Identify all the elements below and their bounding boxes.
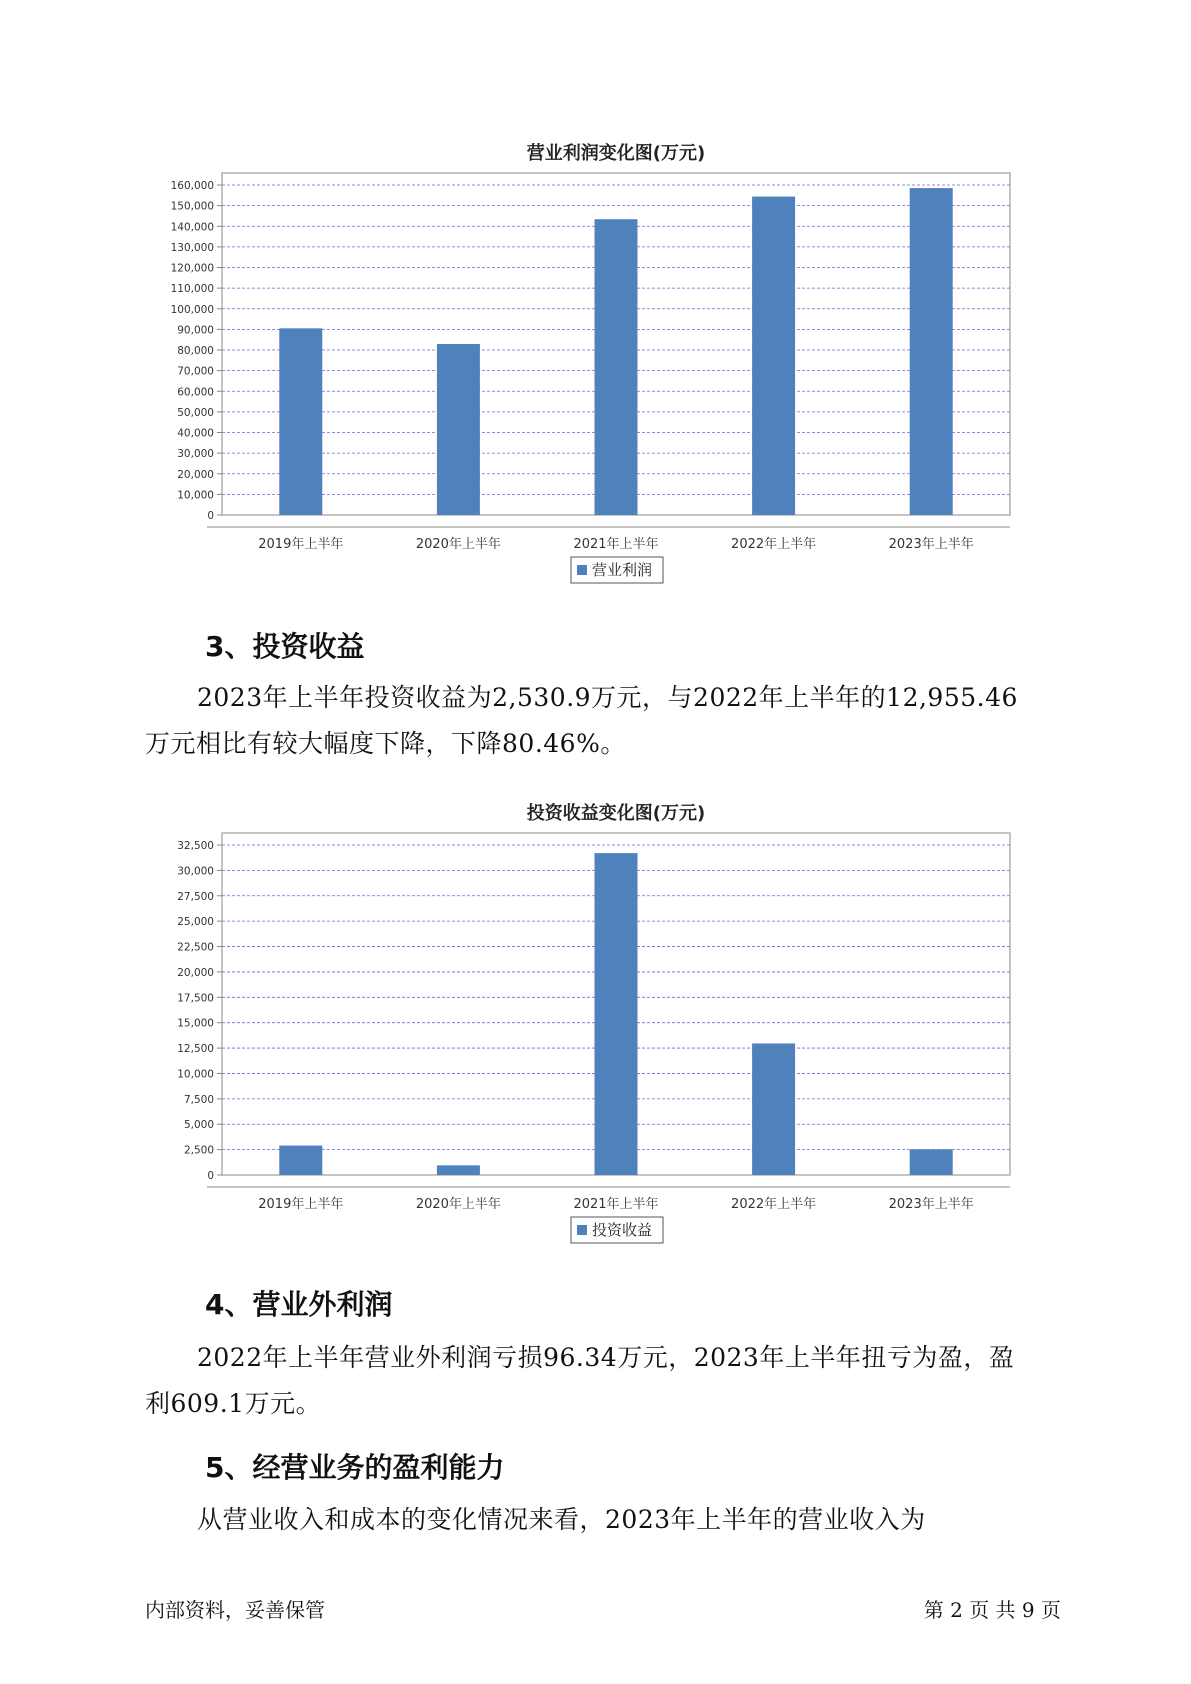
non-operating-line-1: 2022年上半年营业外利润亏损96.34万元，2023年上半年扭亏为盈，盈 xyxy=(197,1343,1015,1372)
y-tick-label: 12,500 xyxy=(177,1043,214,1056)
footer-page-number: 第 2 页 共 9 页 xyxy=(923,1598,1061,1622)
chart-title: 投资收益变化图(万元) xyxy=(526,803,706,824)
footer-confidential-note: 内部资料，妥善保管 xyxy=(145,1598,325,1622)
x-tick-label: 2020年上半年 xyxy=(415,1197,501,1212)
bar-2019年上半年 xyxy=(279,328,322,515)
y-tick-label: 27,500 xyxy=(177,890,214,903)
y-tick-label: 90,000 xyxy=(177,324,214,337)
x-tick-label: 2022年上半年 xyxy=(731,537,817,552)
legend-label: 营业利润 xyxy=(592,561,653,579)
investment-income-chart-svg xyxy=(0,790,1191,1250)
chart-title: 营业利润变化图(万元) xyxy=(526,143,706,164)
x-tick-label: 2019年上半年 xyxy=(258,1197,344,1212)
investment-paragraph xyxy=(145,675,1065,767)
y-tick-label: 2,500 xyxy=(183,1144,214,1157)
bar-2022年上半年 xyxy=(752,1043,795,1175)
bar-2022年上半年 xyxy=(752,197,795,515)
y-tick-label: 10,000 xyxy=(177,489,214,502)
investment-line-2: 万元相比有较大幅度下降，下降80.46%。 xyxy=(145,729,626,758)
investment-income-chart xyxy=(0,790,1191,1250)
bar-2019年上半年 xyxy=(279,1146,322,1175)
y-tick-label: 30,000 xyxy=(177,448,214,461)
profitability-heading: 5、经营业务的盈利能力 xyxy=(205,1451,505,1484)
legend-swatch xyxy=(577,565,587,575)
non-operating-heading: 4、营业外利润 xyxy=(205,1288,393,1321)
legend-swatch xyxy=(577,1225,587,1235)
profitability-paragraph xyxy=(145,1497,1065,1543)
y-tick-label: 20,000 xyxy=(177,468,214,481)
x-tick-label: 2021年上半年 xyxy=(573,1197,659,1212)
y-tick-label: 130,000 xyxy=(170,241,214,254)
operating-profit-chart-svg xyxy=(0,130,1191,590)
y-tick-label: 40,000 xyxy=(177,427,214,440)
y-tick-label: 25,000 xyxy=(177,916,214,929)
y-tick-label: 32,500 xyxy=(177,840,214,852)
y-tick-label: 150,000 xyxy=(170,200,214,213)
investment-heading: 3、投资收益 xyxy=(205,630,365,663)
y-tick-label: 22,500 xyxy=(177,941,214,954)
y-tick-label: 7,500 xyxy=(183,1093,214,1106)
y-tick-label: 160,000 xyxy=(170,180,214,192)
y-tick-label: 140,000 xyxy=(170,221,214,234)
y-tick-label: 0 xyxy=(207,510,214,522)
x-tick-label: 2023年上半年 xyxy=(888,537,974,552)
x-tick-label: 2021年上半年 xyxy=(573,537,659,552)
y-tick-label: 70,000 xyxy=(177,365,214,378)
y-tick-label: 30,000 xyxy=(177,865,214,878)
y-tick-label: 120,000 xyxy=(170,262,214,275)
bar-2021年上半年 xyxy=(595,219,638,515)
profitability-line-1: 从营业收入和成本的变化情况来看，2023年上半年的营业收入为 xyxy=(197,1505,926,1534)
y-tick-label: 80,000 xyxy=(177,345,214,357)
y-tick-label: 110,000 xyxy=(170,283,214,296)
bar-2023年上半年 xyxy=(910,188,953,515)
non-operating-paragraph xyxy=(145,1335,1065,1427)
y-tick-label: 5,000 xyxy=(183,1119,214,1132)
x-tick-label: 2019年上半年 xyxy=(258,537,344,552)
non-operating-line-2: 利609.1万元。 xyxy=(145,1389,322,1418)
y-tick-label: 15,000 xyxy=(177,1017,214,1030)
y-tick-label: 50,000 xyxy=(177,406,214,419)
bar-2020年上半年 xyxy=(437,344,480,515)
y-tick-label: 0 xyxy=(207,1170,214,1182)
bar-2023年上半年 xyxy=(910,1149,953,1175)
investment-line-1: 2023年上半年投资收益为2,530.9万元，与2022年上半年的12,955.46 xyxy=(197,683,1018,712)
y-tick-label: 60,000 xyxy=(177,386,214,399)
operating-profit-chart xyxy=(0,130,1191,590)
x-tick-label: 2020年上半年 xyxy=(415,537,501,552)
y-tick-label: 20,000 xyxy=(177,966,214,979)
y-tick-label: 17,500 xyxy=(177,992,214,1005)
bar-2021年上半年 xyxy=(595,853,638,1175)
y-tick-label: 10,000 xyxy=(177,1068,214,1081)
bar-2020年上半年 xyxy=(437,1165,480,1175)
y-tick-label: 100,000 xyxy=(170,303,214,316)
x-tick-label: 2023年上半年 xyxy=(888,1197,974,1212)
x-tick-label: 2022年上半年 xyxy=(731,1197,817,1212)
legend-label: 投资收益 xyxy=(592,1221,653,1239)
